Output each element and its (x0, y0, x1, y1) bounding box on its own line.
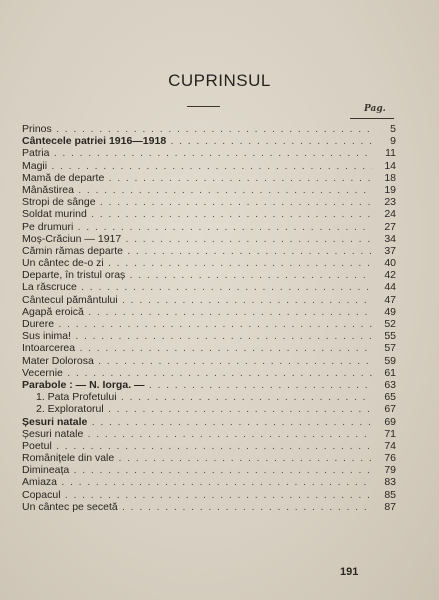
toc-entry-title: Durere (22, 318, 55, 330)
toc-entry-page: 34 (384, 232, 396, 245)
toc-entry (22, 269, 396, 281)
page-column-label: Pag. (364, 104, 386, 114)
toc-entry-title-leader (22, 160, 372, 172)
toc-entry-title: Pe drumuri (22, 220, 74, 233)
toc-entry (22, 342, 396, 354)
toc-entry-page: 37 (384, 244, 396, 257)
toc-entry-title-leader (22, 294, 372, 306)
toc-entry-title: Copacul (22, 488, 61, 501)
toc-entry (22, 476, 396, 488)
page-title: CUPRINSUL (168, 71, 271, 90)
toc-entry-title: Intoarcerea (22, 342, 76, 355)
toc-entry (22, 416, 396, 428)
toc-entry-title: Un cântec pe secetă (22, 500, 118, 513)
toc-entry-title-leader (36, 391, 372, 403)
toc-entry-page: 55 (384, 330, 396, 343)
toc-entry-title-leader (22, 464, 372, 476)
toc-entry (22, 233, 396, 245)
toc-entry-title: Poetul (22, 439, 52, 452)
toc-entry-title-leader (22, 355, 372, 367)
toc-entry (22, 281, 396, 293)
toc-entry-title: Prinos (22, 123, 52, 135)
toc-entry-page: 87 (384, 500, 396, 513)
toc-entry-title-leader (22, 281, 372, 293)
toc-entry-title: Mamă de departe (22, 171, 105, 184)
toc-entry (22, 160, 396, 172)
toc-entry-title: Mater Dolorosa (22, 354, 94, 367)
toc-entry (22, 318, 396, 330)
toc-entry (22, 440, 396, 452)
toc-entry-page: 52 (384, 318, 396, 330)
toc-entry-title: Sus inima! (22, 330, 72, 343)
toc-entry-page: 49 (384, 305, 396, 318)
toc-entry (22, 330, 396, 342)
toc-entry-title-leader (22, 233, 372, 245)
toc-entry-page: 65 (384, 391, 396, 404)
toc-entry-title-leader (22, 428, 372, 440)
toc-entry-page: 23 (384, 196, 396, 209)
toc-entry-title: Cântecele patriei 1916—1918 (22, 135, 167, 148)
toc-entry (22, 196, 396, 208)
toc-entry-title: Dimineața (22, 464, 70, 477)
toc-entry (22, 172, 396, 184)
toc-entry (22, 379, 396, 391)
toc-entry-title: Vecernie (22, 366, 63, 379)
toc-entry-page: 5 (390, 123, 396, 135)
toc-entry-title: Magii (22, 159, 48, 172)
toc-entry-page: 44 (384, 281, 396, 294)
toc-entry (22, 403, 396, 415)
toc-entry-title: La răscruce (22, 281, 77, 294)
toc-entry-title: Cămin rămas departe (22, 244, 123, 257)
toc-entry-title-leader (22, 416, 372, 428)
toc-entry-title-leader (22, 221, 372, 233)
toc-entry-title-leader (22, 147, 372, 159)
toc-entry-page: 40 (384, 257, 396, 270)
toc-entry-title-leader (22, 476, 372, 488)
toc-entry-title: Românițele din vale (22, 452, 115, 465)
toc-entry-page: 11 (385, 147, 396, 160)
toc-entry-title-leader (22, 318, 372, 330)
toc-entry-title-leader (22, 196, 372, 208)
toc-entry-page: 42 (384, 269, 396, 282)
toc-entry (22, 245, 396, 257)
toc-entry (22, 501, 396, 513)
toc-entry-title: Parabole : — N. Iorga. — (22, 378, 145, 391)
toc-entry (22, 123, 396, 135)
toc-entry-page: 71 (384, 427, 396, 440)
toc-entry-page: 59 (384, 354, 396, 367)
toc-entry-page: 9 (390, 135, 396, 148)
toc-entry-title: Șesuri natale (22, 427, 84, 440)
toc-entry-page: 74 (384, 439, 396, 452)
toc-entry-title-leader (22, 269, 372, 281)
toc-entry (22, 391, 396, 403)
toc-entry-title: Amiaza (22, 476, 58, 489)
toc-entry-title: Agapă eroică (22, 305, 84, 318)
toc-entry (22, 355, 396, 367)
toc-entry-title-leader (22, 123, 372, 135)
toc-entry-title-leader (36, 403, 372, 415)
toc-entry-page: 63 (384, 378, 396, 391)
toc-entry-title-leader (22, 306, 372, 318)
toc-entry-page: 83 (384, 476, 396, 489)
toc-entry (22, 208, 396, 220)
toc-entry-page: 67 (384, 403, 396, 416)
toc-entry-title-leader (22, 440, 372, 452)
toc-entry-title: Patria (22, 147, 50, 160)
toc-entry-title-leader (22, 489, 372, 501)
toc-entry (22, 184, 396, 196)
toc-entry (22, 147, 396, 159)
toc-entry-page: 14 (384, 159, 396, 172)
toc-entry-title-leader (22, 208, 372, 220)
toc-entry-page: 57 (384, 342, 396, 355)
toc-entry-page: 18 (384, 171, 396, 184)
toc-entry-title: Cântecul pământului (22, 293, 118, 306)
toc-entry-page: 85 (384, 488, 396, 501)
toc-entry-page: 19 (384, 183, 396, 196)
toc-entry-title-leader (22, 135, 372, 147)
toc-entry (22, 367, 396, 379)
toc-entry-title-leader (22, 257, 372, 269)
toc-entry (22, 489, 396, 501)
toc-entry-title: Mânăstirea (22, 183, 74, 196)
toc-entry-title-leader (22, 379, 372, 391)
toc-entry-title: Departe, în tristul oraș (22, 269, 126, 282)
toc-entry (22, 452, 396, 464)
toc-entry-title: Șesuri natale (22, 415, 88, 428)
toc-entry-title-leader (22, 452, 372, 464)
toc-entry-title-leader (22, 245, 372, 257)
toc-entry-title: 1. Pata Profetului (36, 391, 117, 404)
toc-entry (22, 221, 396, 233)
toc-entry-page: 47 (384, 293, 396, 306)
toc-entry-page: 69 (384, 415, 396, 428)
table-of-contents (22, 123, 396, 513)
toc-entry (22, 306, 396, 318)
toc-entry-page: 76 (384, 452, 396, 465)
folio-number: 191 (340, 566, 359, 578)
toc-entry-title: Soldat murind (22, 208, 87, 221)
toc-entry-title-leader (22, 184, 372, 196)
page-column-rule (350, 118, 394, 119)
toc-entry-page: 61 (384, 366, 396, 379)
toc-entry (22, 135, 396, 147)
toc-entry-title-leader (22, 501, 372, 513)
toc-entry-title: Stropi de sânge (22, 196, 96, 209)
toc-entry (22, 428, 396, 440)
title-rule (187, 106, 220, 107)
toc-entry-title: 2. Exploratorul (36, 403, 104, 416)
toc-entry-page: 27 (384, 220, 396, 233)
toc-entry (22, 464, 396, 476)
toc-entry-title: Moș-Crăciun — 1917 (22, 232, 122, 245)
toc-entry-title-leader (22, 367, 372, 379)
toc-entry-page: 24 (384, 208, 396, 221)
toc-entry-title-leader (22, 342, 372, 354)
toc-entry-title-leader (22, 172, 372, 184)
toc-entry-page: 79 (384, 464, 396, 477)
toc-entry (22, 257, 396, 269)
toc-entry-title-leader (22, 330, 372, 342)
toc-entry-title: Un cântec de-o zi (22, 257, 104, 270)
toc-entry (22, 294, 396, 306)
